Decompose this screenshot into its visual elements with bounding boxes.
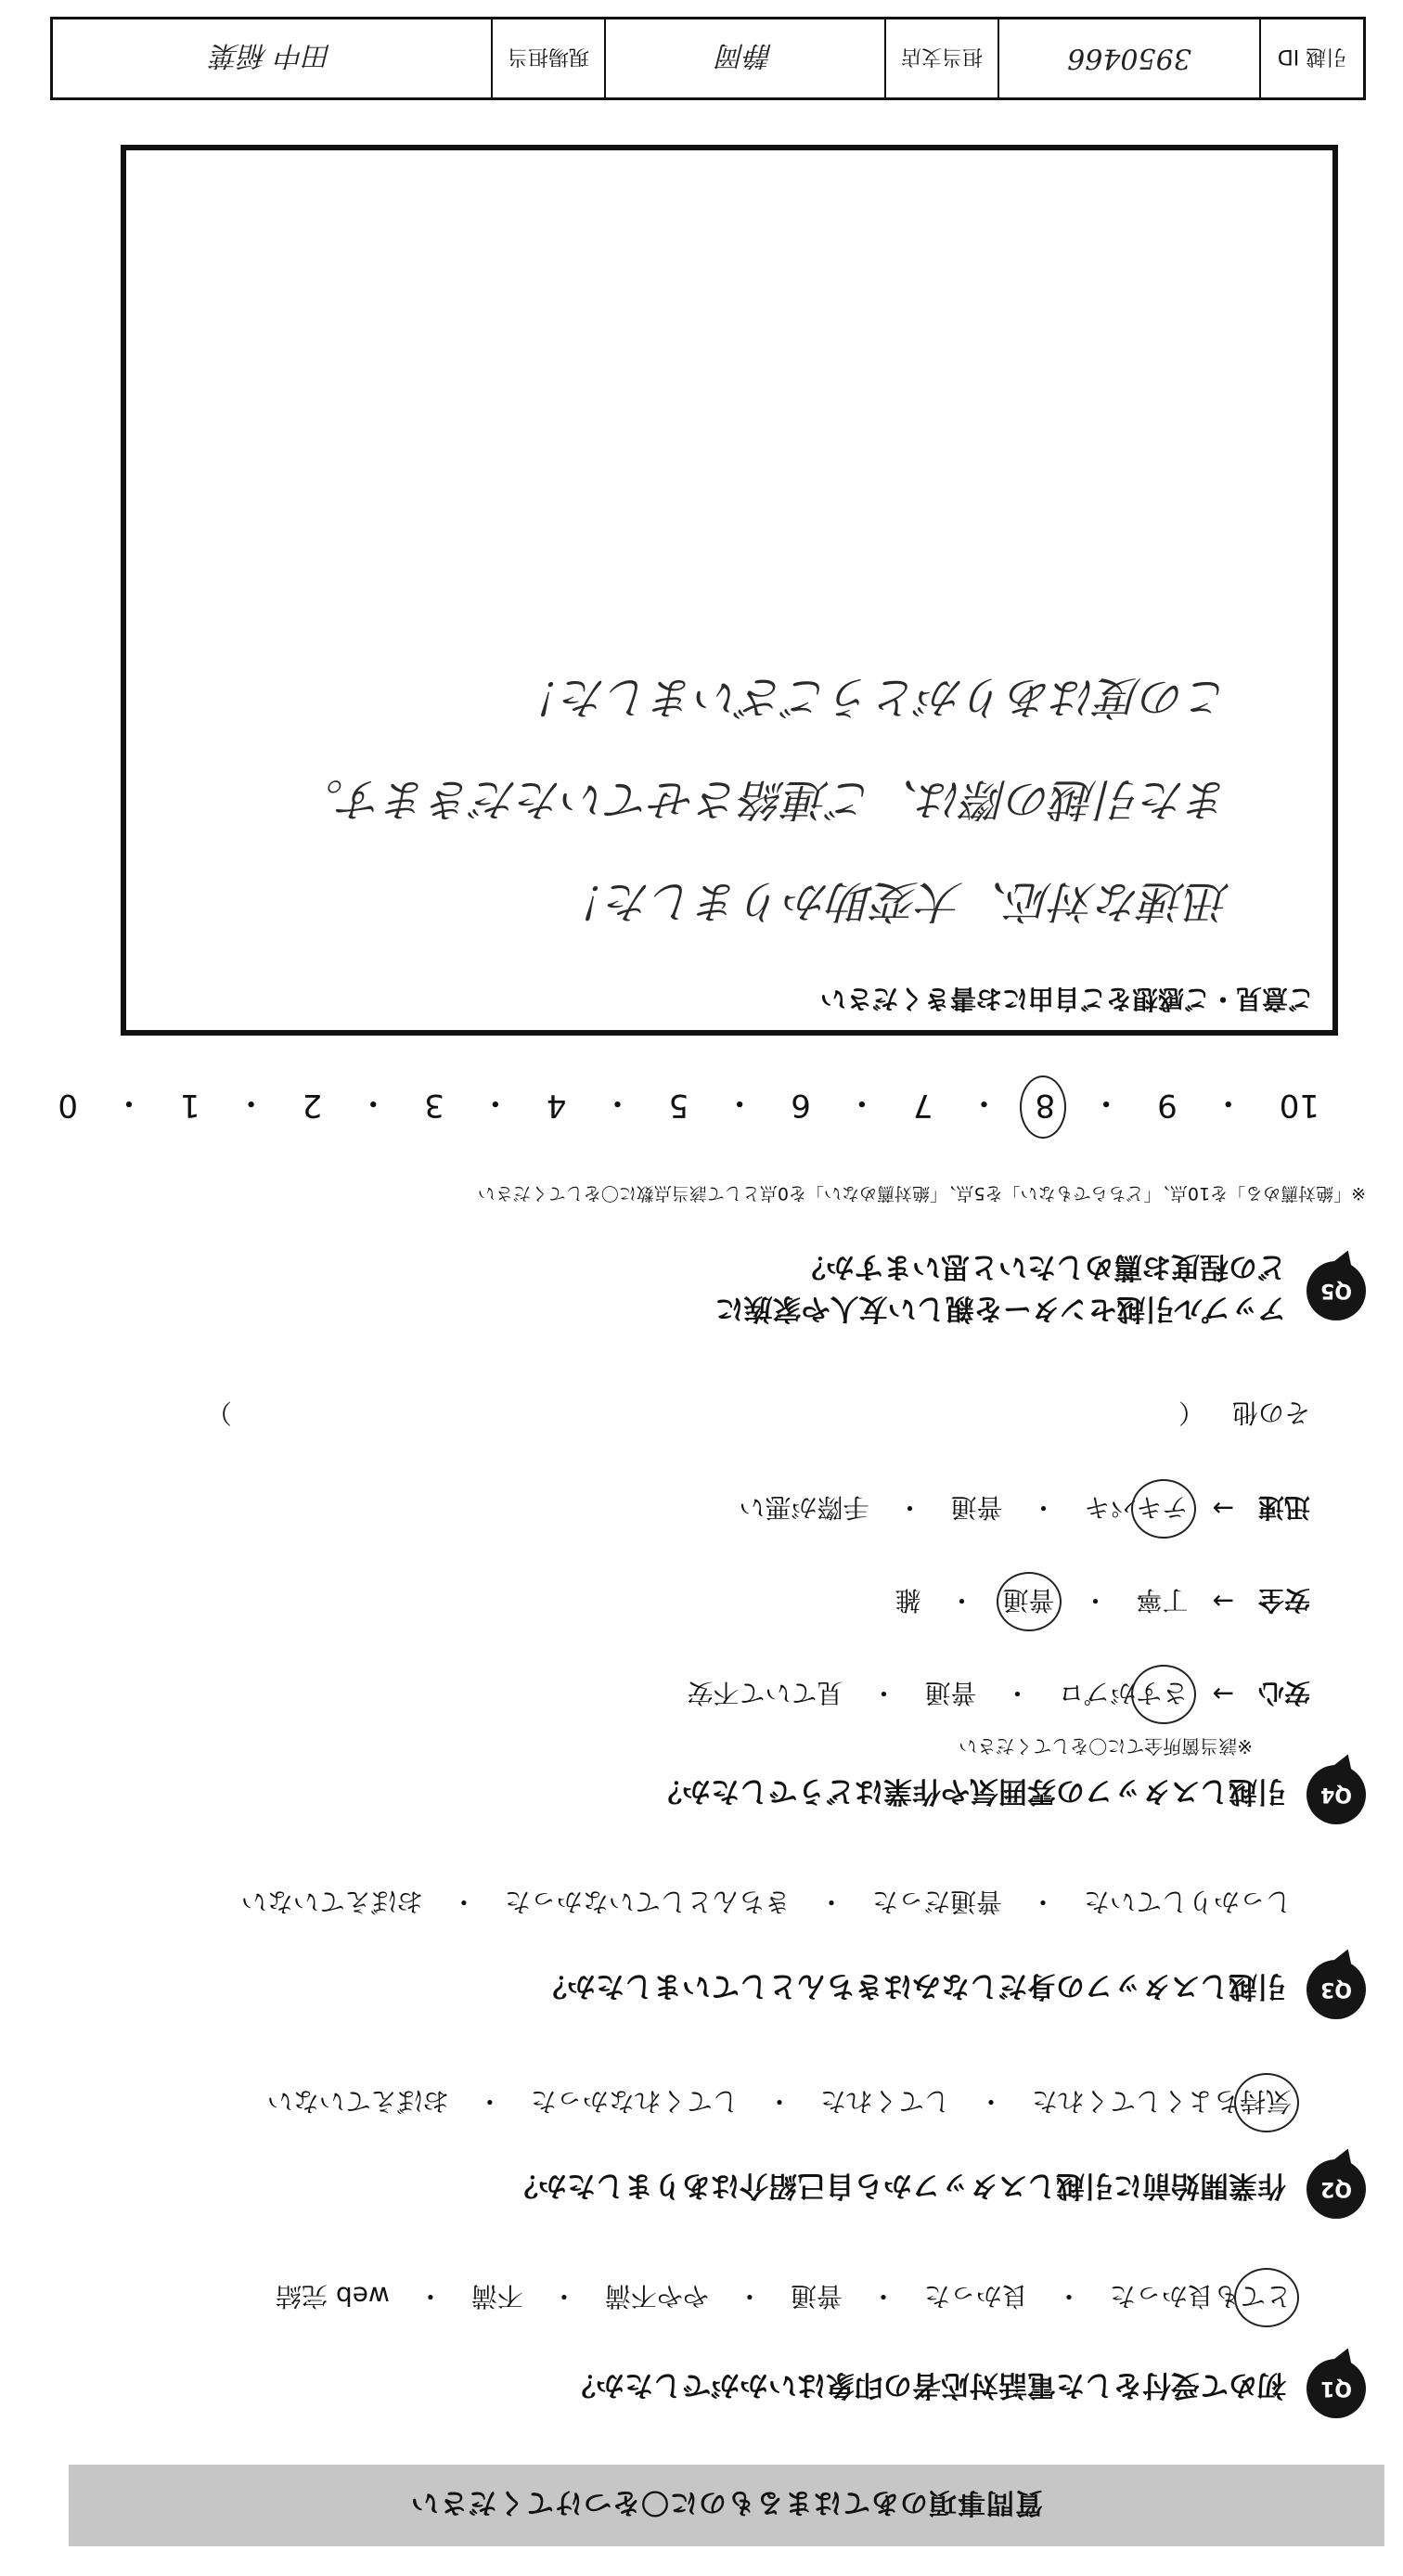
q4-choice[interactable]: 普通	[1002, 1583, 1054, 1620]
q4-choice[interactable]: 雑	[895, 1585, 921, 1616]
staff-info-table	[50, 17, 1366, 100]
arrow-icon: →	[1212, 1586, 1234, 1617]
comment-box[interactable]	[121, 145, 1338, 1036]
move-id-value: 3950466	[998, 19, 1259, 97]
q1-badge: Q1	[1306, 2359, 1366, 2418]
q5-header	[715, 1249, 1366, 1333]
q4-row-anzen: 安全 → 丁寧 ・ 普通 ・ 雑	[895, 1583, 1310, 1620]
q4-row-anshin: 安心 → さすがプロ ・ 普通 ・ 見ていて不安	[687, 1676, 1310, 1713]
q4-row-jinsoku: 迅速 → テキパキ ・ 普通 ・ 手際が悪い	[739, 1490, 1310, 1527]
q4-other-open: （	[1178, 1397, 1204, 1428]
q1-option[interactable]: 不満	[470, 2281, 523, 2312]
q4-choice[interactable]: 手際が悪い	[739, 1492, 869, 1523]
q1-options: とても良かった ・ 良かった ・ 普通 ・ やや不満 ・ 不満 ・ web 完結	[276, 2279, 1292, 2316]
comment-label: ご意見・ご感想をご自由にお書きください	[819, 984, 1314, 1014]
scale-value[interactable]: 7	[912, 1087, 933, 1125]
q4-other	[206, 1396, 1310, 1433]
scale-value[interactable]: 0	[58, 1087, 78, 1125]
scale-value[interactable]: 5	[668, 1087, 689, 1125]
scale-value[interactable]: 6	[791, 1087, 811, 1125]
q3-header	[538, 1960, 1366, 2019]
q5-note: ※「絶対薦める」を10点、「どちらでもない」を5点、「絶対薦めない」を0点として該当点数に〇をしてください	[477, 1183, 1366, 1204]
q2-options: 気持ちよくしてくれた ・ してくれた ・ してくれなかった ・ おぼえていない	[267, 2084, 1292, 2121]
q4-choice[interactable]: テキパキ	[1085, 1490, 1189, 1527]
q4-choice[interactable]: さすがプロ	[1059, 1676, 1189, 1713]
q1-option[interactable]: とても良かった	[1110, 2279, 1292, 2316]
branch-label: 担当支店	[884, 19, 998, 97]
q1-header	[567, 2359, 1366, 2418]
q4-badge: Q4	[1306, 1765, 1366, 1824]
q5-question-line2: どの程度お薦めしたいと思いますか？	[797, 1250, 1286, 1283]
scale-value[interactable]: 2	[302, 1087, 323, 1125]
move-id-label: 引越 ID	[1259, 19, 1363, 97]
instruction-text: 質問事項のあてはまるものに〇をつけてください	[410, 2486, 1043, 2518]
q4-choice[interactable]: 普通	[950, 1492, 1003, 1523]
q4-note	[959, 1734, 1366, 1761]
q4-other-close: ）	[205, 1397, 232, 1428]
q5-badge: Q5	[1306, 1261, 1366, 1320]
leader-value: 田中 稲葉	[212, 39, 332, 71]
scale-value[interactable]: 8	[1035, 1087, 1056, 1125]
comment-line: 迅速な対応、大変助かりました！	[561, 875, 1230, 927]
scale-value[interactable]: 9	[1157, 1087, 1178, 1125]
q1-question: 初めて受付をした電話対応者の印象はいかがでしたか？	[567, 2368, 1286, 2402]
q3-option[interactable]: おぼえていない	[240, 1887, 423, 1917]
scale-value[interactable]: 4	[546, 1087, 567, 1125]
scale-value[interactable]: 3	[424, 1087, 444, 1125]
q2-option[interactable]: 気持ちよくしてくれた	[1032, 2084, 1292, 2121]
branch-value: 静岡	[604, 19, 884, 97]
leader-label: 現場担当	[491, 19, 604, 97]
q3-option[interactable]: きちんとしていなかった	[504, 1887, 791, 1917]
q2-header	[509, 2159, 1366, 2219]
q1-option[interactable]: やや不満	[604, 2281, 709, 2312]
q3-options: しっかりしていた ・ 普通だった ・ きちんとしていなかった ・ おぼえていない	[241, 1885, 1292, 1922]
instruction-banner	[69, 2465, 1384, 2546]
q5-scale: 10 ・ 9 ・ 8 ・ 7 ・ 6 ・ 5 ・ 4 ・ 3 ・ 2 ・ 1 ・ 0	[58, 1084, 1319, 1125]
q5-question-line1: アップル引越センターを親しい友人や家族に	[714, 1292, 1286, 1325]
scale-value[interactable]: 10	[1279, 1087, 1319, 1125]
q3-question: 引越しスタッフの身だしなみはきちんとしていましたか？	[538, 1969, 1286, 2003]
q2-question: 作業開始前に引越しスタッフから自己紹介はありましたか？	[509, 2169, 1286, 2203]
q4-other-label: その他	[1231, 1397, 1310, 1428]
arrow-icon: →	[1212, 1679, 1234, 1710]
q2-option[interactable]: してくれなかった	[530, 2086, 739, 2117]
q4-row-label: 安心	[1257, 1678, 1310, 1708]
q4-note-text: ※該当箇所全てに〇をしてください	[959, 1735, 1253, 1758]
q2-option[interactable]: してくれた	[819, 2086, 950, 2117]
comment-line: また引越の際は、ご連絡させていただきます。	[298, 773, 1230, 825]
q4-choice[interactable]: 見ていて不安	[687, 1678, 843, 1708]
q1-option[interactable]: web 完結	[276, 2281, 390, 2312]
q4-row-label: 安全	[1257, 1585, 1310, 1616]
q4-row-label: 迅速	[1257, 1492, 1310, 1523]
q3-option[interactable]: しっかりしていた	[1083, 1887, 1292, 1917]
arrow-icon: →	[1212, 1493, 1234, 1525]
q1-option[interactable]: 普通	[790, 2281, 843, 2312]
q4-header	[653, 1765, 1366, 1824]
q2-option[interactable]: おぼえていない	[266, 2086, 449, 2117]
scale-value[interactable]: 1	[179, 1087, 200, 1125]
q3-badge: Q3	[1306, 1960, 1366, 2019]
q1-option[interactable]: 良かった	[923, 2281, 1028, 2312]
q4-question: 引越しスタッフの雰囲気や作業はどうでしたか？	[653, 1774, 1286, 1809]
q4-choice[interactable]: 丁寧	[1136, 1585, 1189, 1616]
comment-line: この度はありがとうございました！	[517, 671, 1230, 723]
q4-choice[interactable]: 普通	[924, 1678, 977, 1708]
q3-option[interactable]: 普通だった	[871, 1887, 1002, 1917]
q2-badge: Q2	[1306, 2159, 1366, 2219]
